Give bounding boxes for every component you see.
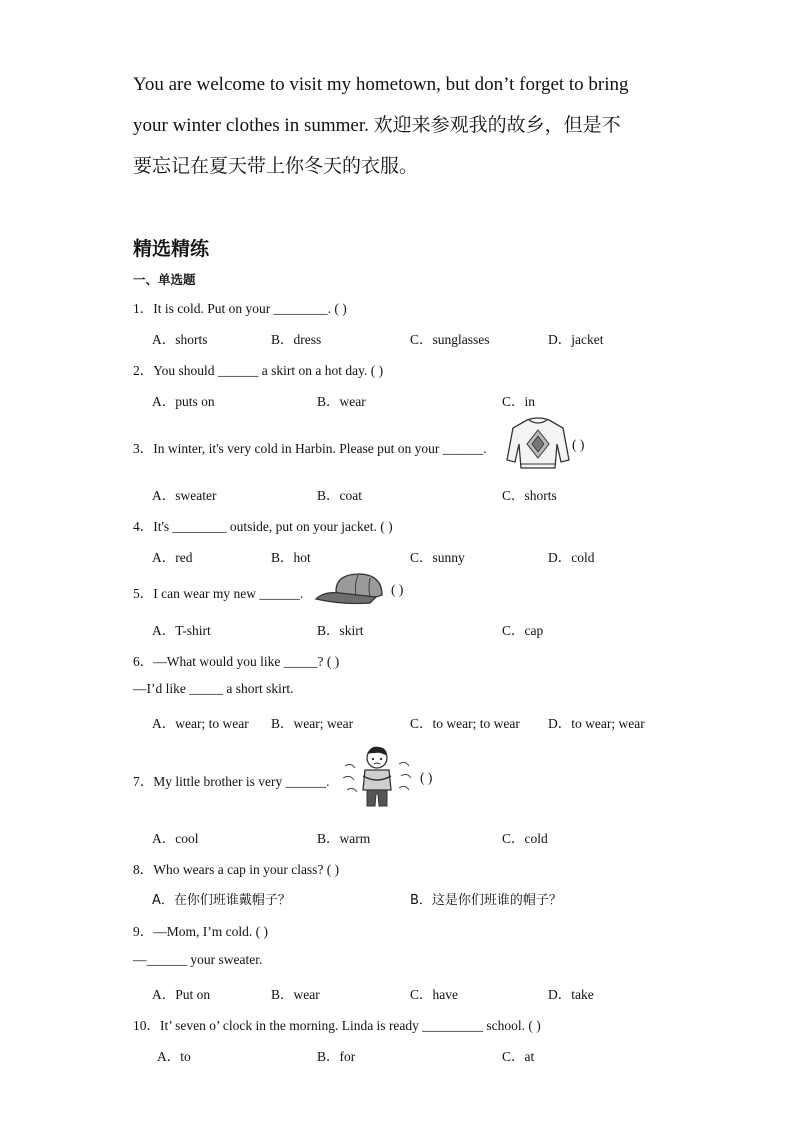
q6-option-a[interactable]: A．wear; to wear [152, 716, 249, 731]
q1-option-a[interactable]: A．shorts [152, 332, 208, 347]
intro-line-2: your winter clothes in summer. 欢迎来参观我的故乡，但是不 [133, 115, 621, 136]
intro-paragraph [133, 64, 673, 187]
q2-option-c[interactable]: C．in [502, 394, 536, 409]
question-10-stem: 10．It’ seven o’ clock in the morning. Linda is ready _________ school. ( ) [133, 1018, 541, 1033]
q9-option-c[interactable]: C．have [410, 987, 458, 1002]
q5-option-c[interactable]: C．cap [502, 623, 544, 638]
q8-option-b[interactable]: B．这是你们班谁的帽子？ [410, 893, 562, 908]
cap-image [314, 571, 386, 609]
q10-option-b[interactable]: B．for [317, 1049, 356, 1064]
q9-option-b[interactable]: B．wear [271, 987, 320, 1002]
q7-option-b[interactable]: B．warm [317, 831, 371, 846]
question-2-stem: 2．You should ______ a skirt on a hot day. ( ) [133, 363, 384, 378]
question-9-stem: 9．—Mom, I’m cold. ( ) [133, 924, 268, 939]
question-6-stem: 6．—What would you like _____? ( ) [133, 654, 340, 669]
question-3-answer-paren: ( ) [572, 437, 585, 452]
q8-option-a[interactable]: A．在你们班谁戴帽子？ [152, 893, 291, 908]
question-8-stem: 8．Who wears a cap in your class? ( ) [133, 862, 340, 877]
question-1-stem: 1．It is cold. Put on your ________. ( ) [133, 301, 347, 316]
q1-option-b[interactable]: B．dress [271, 332, 322, 347]
q9-option-d[interactable]: D．take [548, 987, 594, 1002]
q4-option-c[interactable]: C．sunny [410, 550, 465, 565]
question-9-stem-reply: —______ your sweater. [133, 952, 263, 967]
q2-option-b[interactable]: B．wear [317, 394, 366, 409]
question-5-stem: 5．I can wear my new ______. [133, 586, 304, 601]
q4-option-a[interactable]: A．red [152, 550, 193, 565]
q1-option-d[interactable]: D．jacket [548, 332, 604, 347]
intro-line-1: You are welcome to visit my hometown, but don’t forget to bring [133, 74, 629, 95]
question-6-stem-reply: —I’d like _____ a short skirt. [133, 681, 294, 696]
question-7-stem: 7．My little brother is very ______. [133, 774, 330, 789]
question-3-stem: 3．In winter, it's very cold in Harbin. Please put on your ______. [133, 441, 487, 456]
q3-option-b[interactable]: B．coat [317, 488, 362, 503]
q6-option-c[interactable]: C．to wear; to wear [410, 716, 520, 731]
question-5-answer-paren: ( ) [391, 582, 404, 597]
q2-option-a[interactable]: A．puts on [152, 394, 215, 409]
part-title: 一、单选题 [133, 272, 196, 287]
q7-option-a[interactable]: A．cool [152, 831, 199, 846]
q4-option-b[interactable]: B．hot [271, 550, 311, 565]
question-7-answer-paren: ( ) [420, 770, 433, 785]
q6-option-b[interactable]: B．wear; wear [271, 716, 354, 731]
section-title: 精选精练 [133, 238, 210, 260]
sweater-image [505, 414, 571, 472]
q3-option-c[interactable]: C．shorts [502, 488, 557, 503]
q5-option-a[interactable]: A．T-shirt [152, 623, 211, 638]
q7-option-c[interactable]: C．cold [502, 831, 548, 846]
q5-option-b[interactable]: B．skirt [317, 623, 364, 638]
q4-option-d[interactable]: D．cold [548, 550, 595, 565]
cold-boy-image [341, 744, 413, 810]
question-4-stem: 4．It's ________ outside, put on your jacket. ( ) [133, 519, 393, 534]
q1-option-c[interactable]: C．sunglasses [410, 332, 490, 347]
q3-option-a[interactable]: A．sweater [152, 488, 217, 503]
q10-option-a[interactable]: A．to [157, 1049, 191, 1064]
q9-option-a[interactable]: A．Put on [152, 987, 211, 1002]
q10-option-c[interactable]: C．at [502, 1049, 535, 1064]
q6-option-d[interactable]: D．to wear; wear [548, 716, 645, 731]
intro-line-3: 要忘记在夏天带上你冬天的衣服。 [133, 156, 419, 177]
